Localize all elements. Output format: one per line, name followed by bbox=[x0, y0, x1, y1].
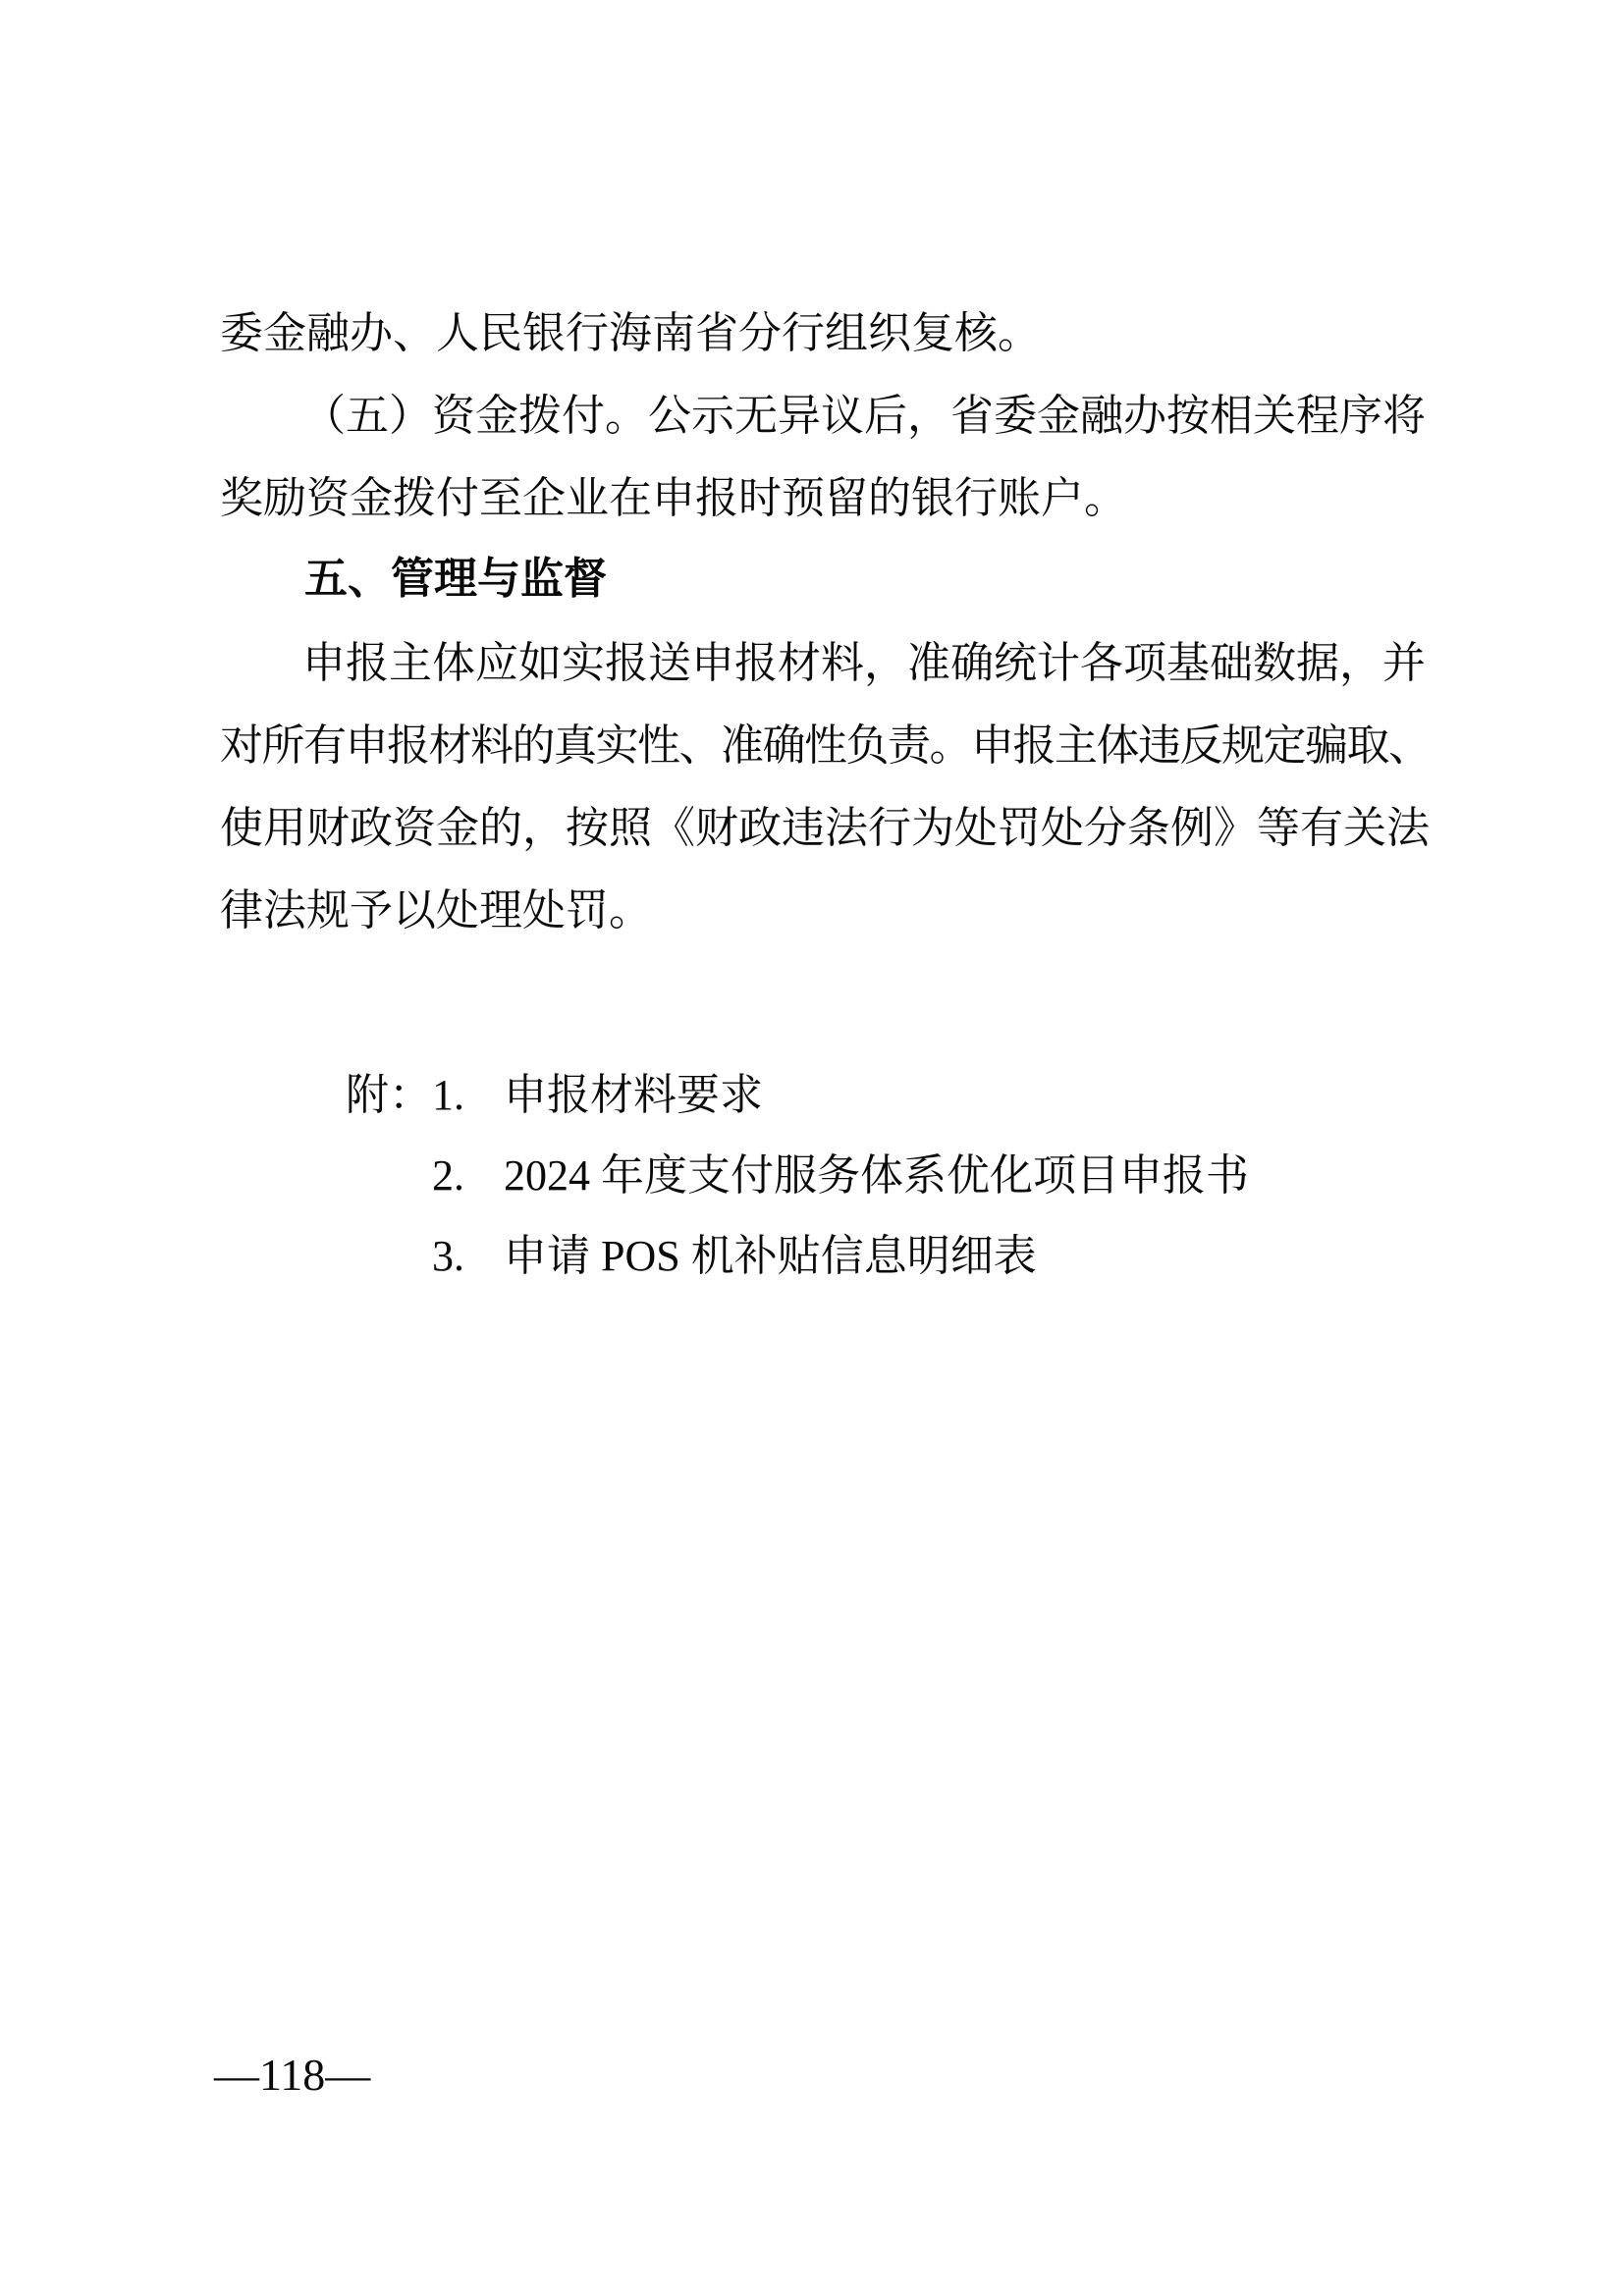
paragraph-line-2: （五）资金拨付。公示无异议后，省委金融办按相关程序将 bbox=[302, 392, 1426, 440]
paragraph-line-5: 对所有申报材料的真实性、准确性负责。申报主体违反规定骗取、 bbox=[220, 721, 1431, 770]
attachment-number: 1. bbox=[432, 1071, 464, 1119]
attachment-title: 申请 POS 机补贴信息明细表 bbox=[504, 1232, 1037, 1280]
paragraph-line-3: 奖励资金拨付至企业在申报时预留的银行账户。 bbox=[220, 474, 1127, 522]
attachment-title: 申报材料要求 bbox=[504, 1071, 763, 1119]
paragraph-line-1: 委金融办、人民银行海南省分行组织复核。 bbox=[220, 309, 1041, 357]
section-heading: 五、管理与监督 bbox=[304, 555, 607, 603]
attachment-label: 附： bbox=[346, 1071, 432, 1119]
paragraph-line-7: 律法规予以处理处罚。 bbox=[220, 886, 652, 934]
attachment-line-3 bbox=[389, 1186, 1037, 1327]
attachment-number: 3. bbox=[432, 1232, 464, 1280]
paragraph-line-4: 申报主体应如实报送申报材料，准确统计各项基础数据，并 bbox=[302, 639, 1426, 687]
footer-page-number: —118— bbox=[214, 2050, 371, 2100]
attachment-title: 2024 年度支付服务体系优化项目申报书 bbox=[504, 1151, 1249, 1200]
attachment-number: 2. bbox=[432, 1151, 464, 1200]
paragraph-line-6: 使用财政资金的，按照《财政违法行为处罚处分条例》等有关法 bbox=[220, 804, 1430, 852]
